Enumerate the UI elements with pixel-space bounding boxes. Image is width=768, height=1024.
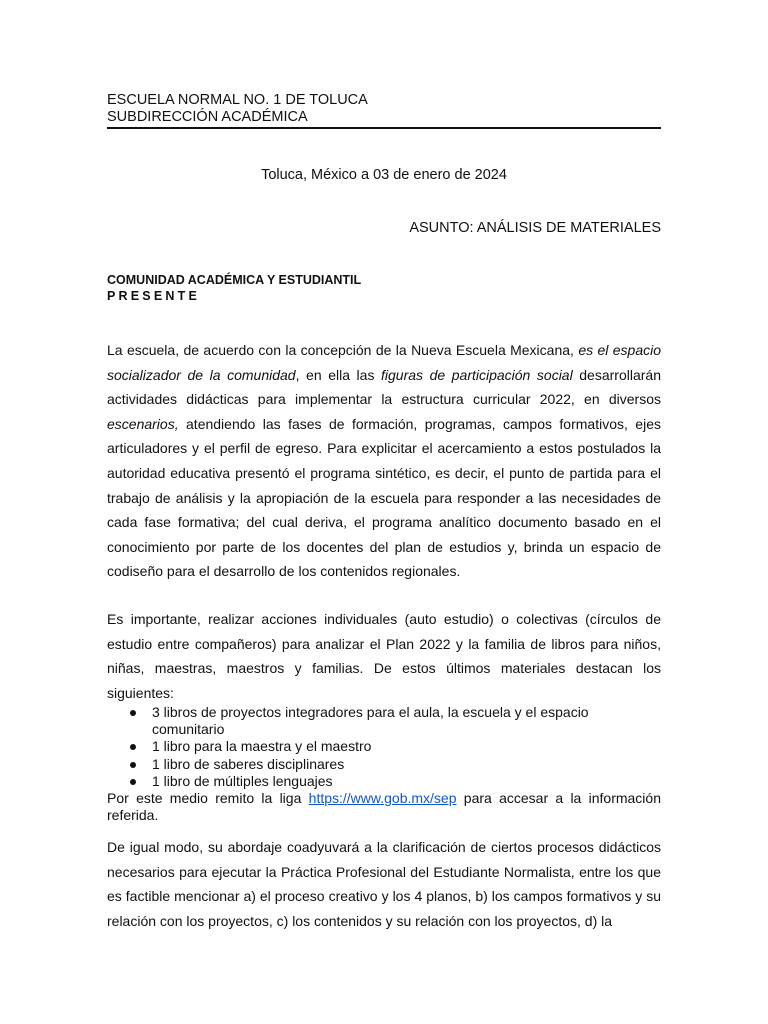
paragraph-intro-text-3: desarrollarán actividades didácticas para implementar la estructura curricular 2022, en diversos xyxy=(107,366,661,408)
list-item: 3 libros de proyectos integradores para el aula, la escuela y el espacio comunitario xyxy=(152,704,661,738)
recipient-presente: PRESENTE xyxy=(107,289,200,303)
document-page xyxy=(107,0,661,1024)
paragraph-intro-italic-3: escenarios, xyxy=(107,415,179,432)
paragraph-link-before: Por este medio remito la liga xyxy=(107,790,309,806)
paragraph-importance: Es importante, realizar acciones individuales (auto estudio) o colectivas (círculos de estudio entre compañeros) para analizar el Plan 2022 y la familia de libros para niños, niñas, maestras, maestros y familias. De estos últimos materiales destacan los siguientes: xyxy=(107,611,661,701)
department-name: SUBDIRECCIÓN ACADÉMICA xyxy=(107,109,308,125)
paragraph-intro-text-2: , en ella las xyxy=(295,366,382,383)
paragraph-intro-text-4: atendiendo las fases de formación, programas, campos formativos, ejes articuladores y el perfil de egreso. Para explicitar el acercamiento a estos postulados la autoridad educativa presentó el programa sintético, es decir, el punto de partida para el trabajo de análisis y la apropiación de la escuela para responder a las necesidades de cada fase formativa; del cual deriva, el programa analítico documento basado en el conocimiento por parte de los docentes del plan de estudios y, brinda un espacio de codiseño para el desarrollo de los contenidos regionales. xyxy=(107,415,661,580)
paragraph-intro-text-1: La escuela, de acuerdo con la concepción de la Nueva Escuela Mexicana, xyxy=(107,342,579,358)
paragraph-practice: De igual modo, su abordaje coadyuvará a la clarificación de ciertos procesos didácticos necesarios para ejecutar la Práctica Profesional del Estudiante Normalista, entre los que es factible mencionar a) el proceso creativo y los 4 planos, b) los campos formativos y su relación con los proyectos, c) los contenidos y su relación con los proyectos, d) la xyxy=(107,839,661,929)
materials-list xyxy=(107,704,661,790)
list-item: 1 libro de múltiples lenguajes xyxy=(152,773,661,790)
paragraph-link xyxy=(107,790,661,824)
paragraph-intro-italic-2: figuras de participación social xyxy=(381,366,573,383)
subject-line: ASUNTO: ANÁLISIS DE MATERIALES xyxy=(409,220,661,236)
paragraph-intro xyxy=(107,338,661,584)
list-item: 1 libro para la maestra y el maestro xyxy=(152,738,661,755)
institution-name: ESCUELA NORMAL NO. 1 DE TOLUCA xyxy=(107,92,368,108)
list-item: 1 libro de saberes disciplinares xyxy=(152,756,661,773)
paragraph-intro-italic-1: es el espacio socializador de la comunidad xyxy=(107,342,662,383)
letterhead xyxy=(107,92,661,129)
paragraph-link-after: para accesar a la información referida. xyxy=(107,790,661,823)
recipient-name: COMUNIDAD ACADÉMICA Y ESTUDIANTIL xyxy=(107,273,362,287)
sep-link[interactable]: https://www.gob.mx/sep xyxy=(308,790,457,806)
recipient-block xyxy=(107,272,661,304)
date-line: Toluca, México a 03 de enero de 2024 xyxy=(261,167,507,183)
